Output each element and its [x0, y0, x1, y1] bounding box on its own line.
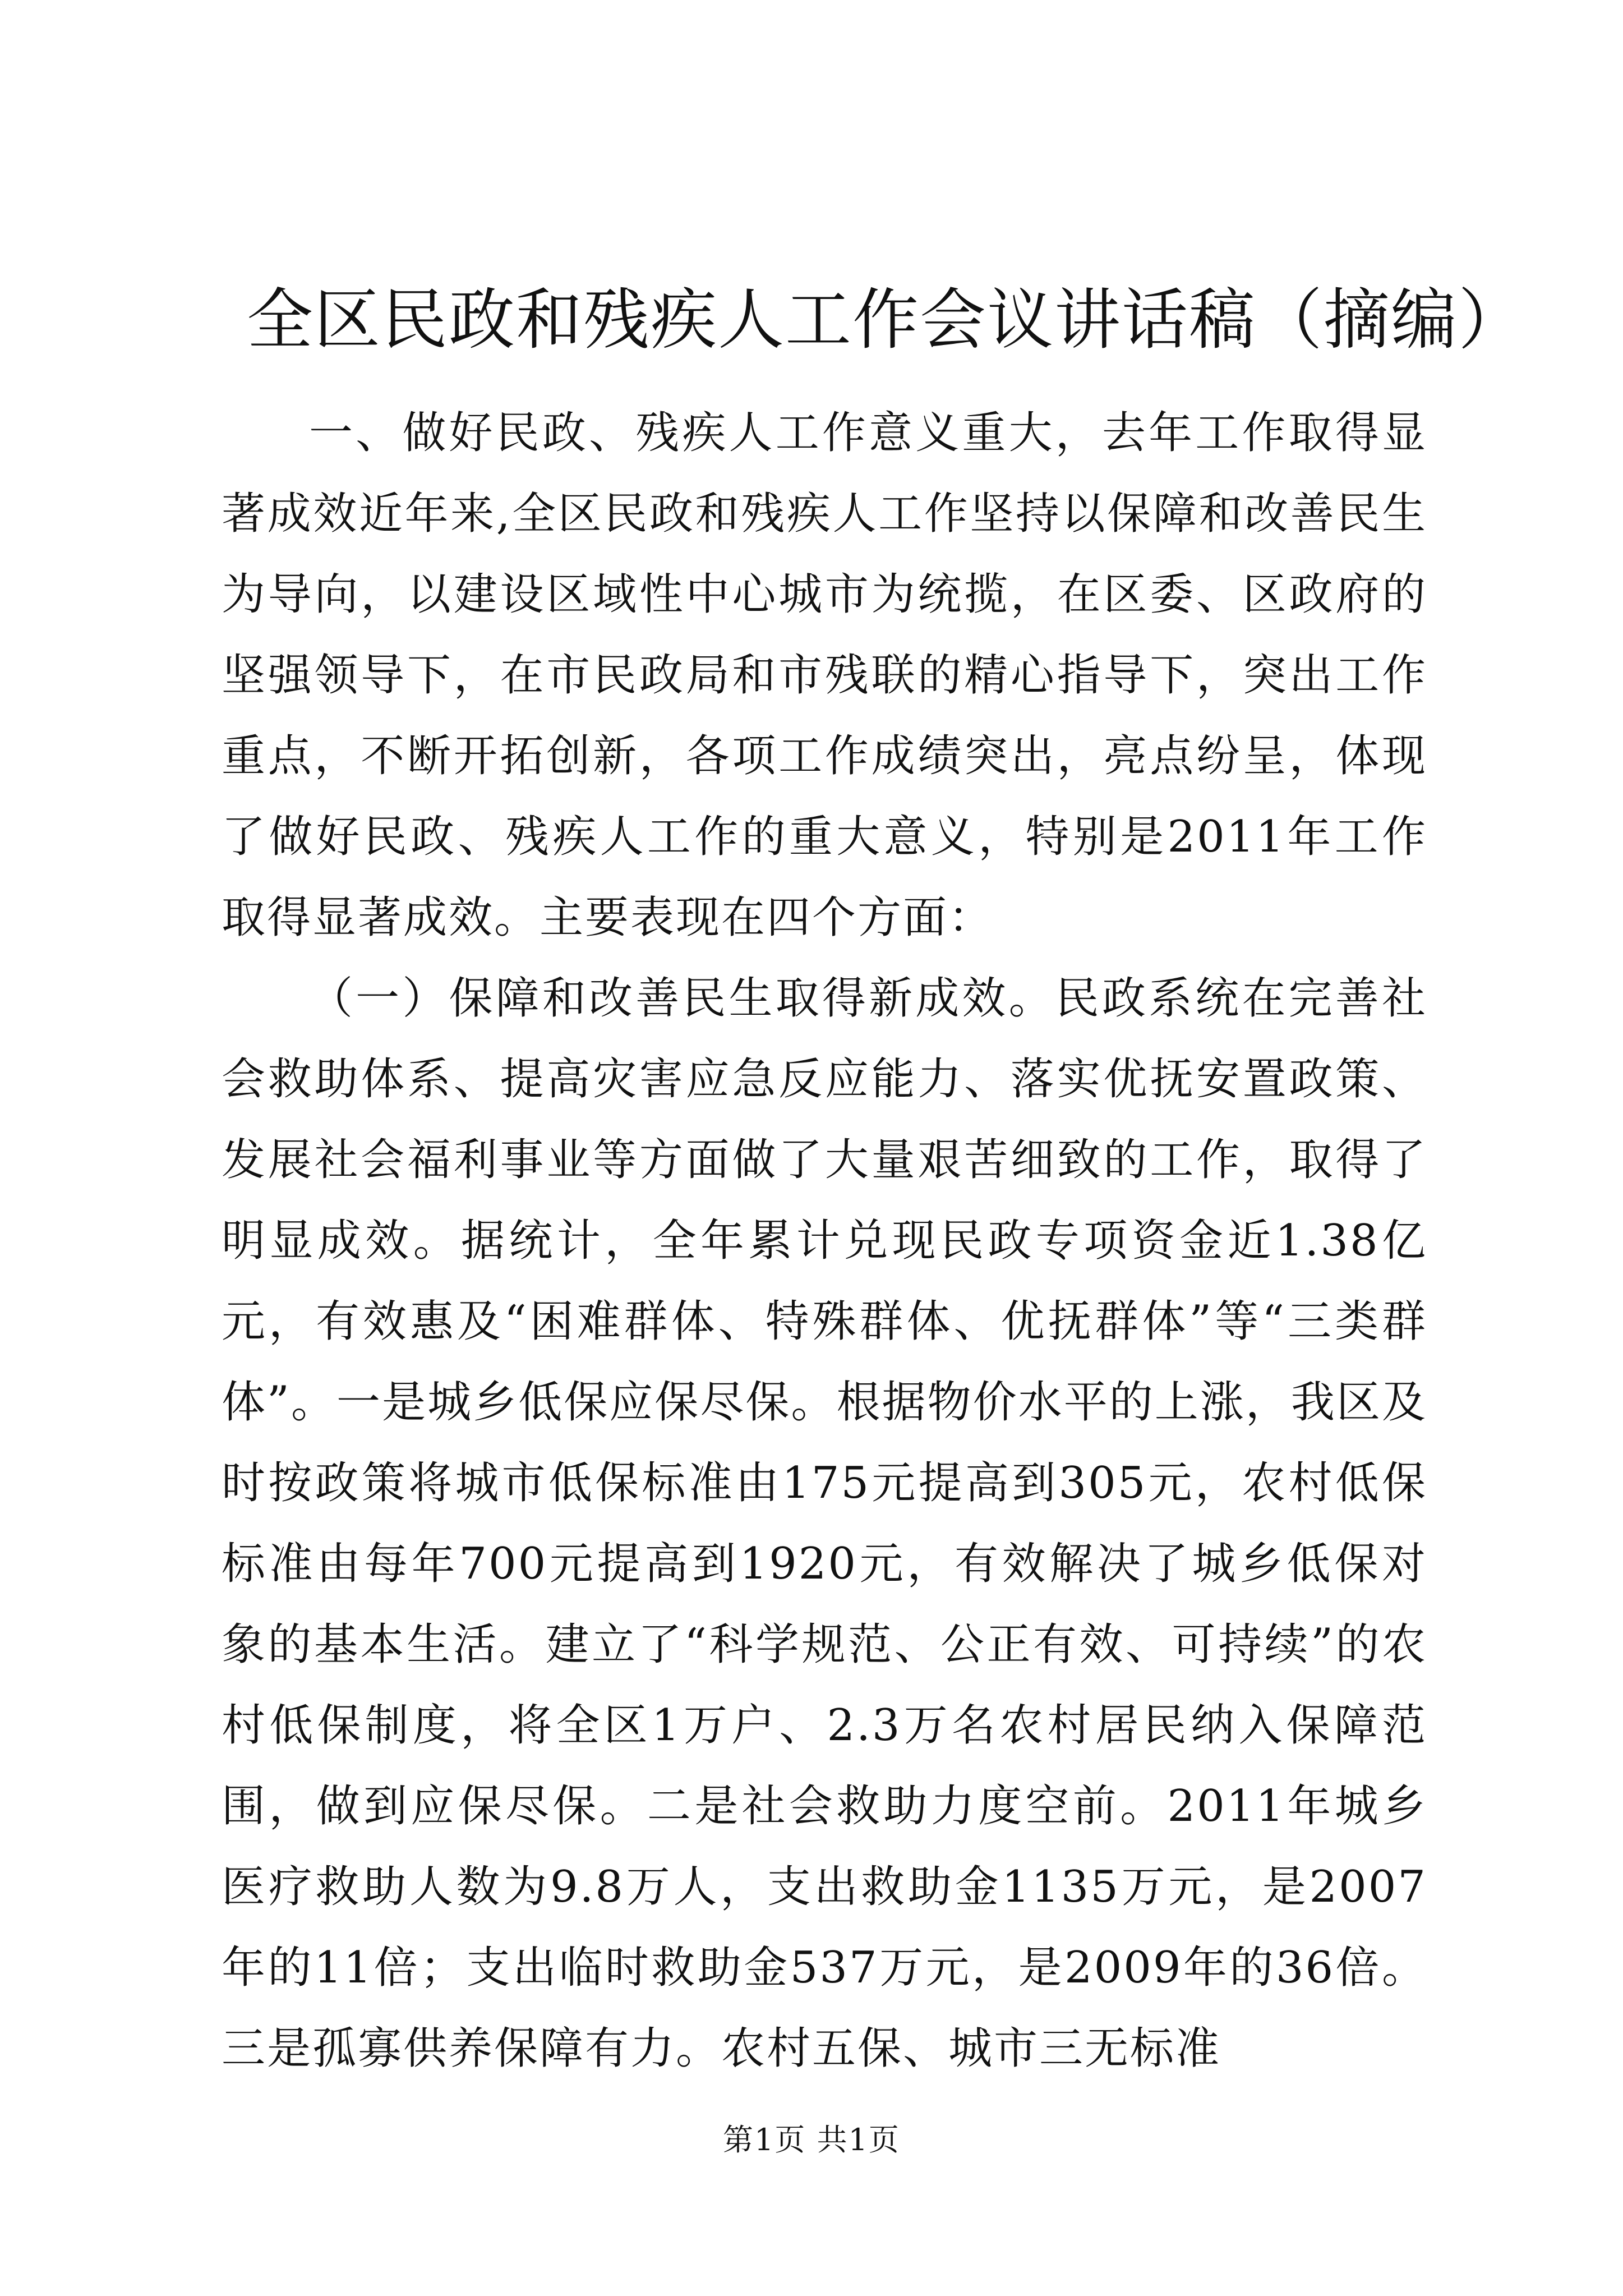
paragraph-2: （一）保障和改善民生取得新成效。民政系统在完善社会救助体系、提高灾害应急反应能力、落实优抚安置政策、发展社会福利事业等方面做了大量艰苦细致的工作，取得了明显成效。据统计，全年累计兑现民政专项资金近1.38亿元，有效惠及“困难群体、特殊群体、优抚群体”等“三类群体”。一是城乡低保应保尽保。根据物价水平的上涨，我区及时按政策将城市低保标准由175元提高到305元，农村低保标准由每年700元提高到1920元，有效解决了城乡低保对象的基本生活。建立了“科学规范、公正有效、可持续”的农村低保制度，将全区1万户、2.3万名农村居民纳入保障范围，做到应保尽保。二是社会救助力度空前。2011年城乡医疗救助人数为9.8万人，支出救助金1135万元，是2007年的11倍；支出临时救助金537万元，是2009年的36倍。三是孤寡供养保障有力。农村五保、城市三无标准 [222, 973, 1427, 2074]
page-number-footer: 第1页 共1页 [723, 2122, 900, 2157]
document-body [222, 393, 1427, 2089]
document-title: 全区民政和残疾人工作会议讲话稿（摘编） [247, 281, 1526, 358]
paragraph-1: 一、做好民政、残疾人工作意义重大，去年工作取得显著成效近年来,全区民政和残疾人工作坚持以保障和改善民生为导向，以建设区域性中心城市为统揽，在区委、区政府的坚强领导下，在市民政局和市残联的精心指导下，突出工作重点，不断开拓创新，各项工作成绩突出，亮点纷呈，体现了做好民政、残疾人工作的重大意义，特别是2011年工作取得显著成效。主要表现在四个方面： [222, 408, 1427, 943]
